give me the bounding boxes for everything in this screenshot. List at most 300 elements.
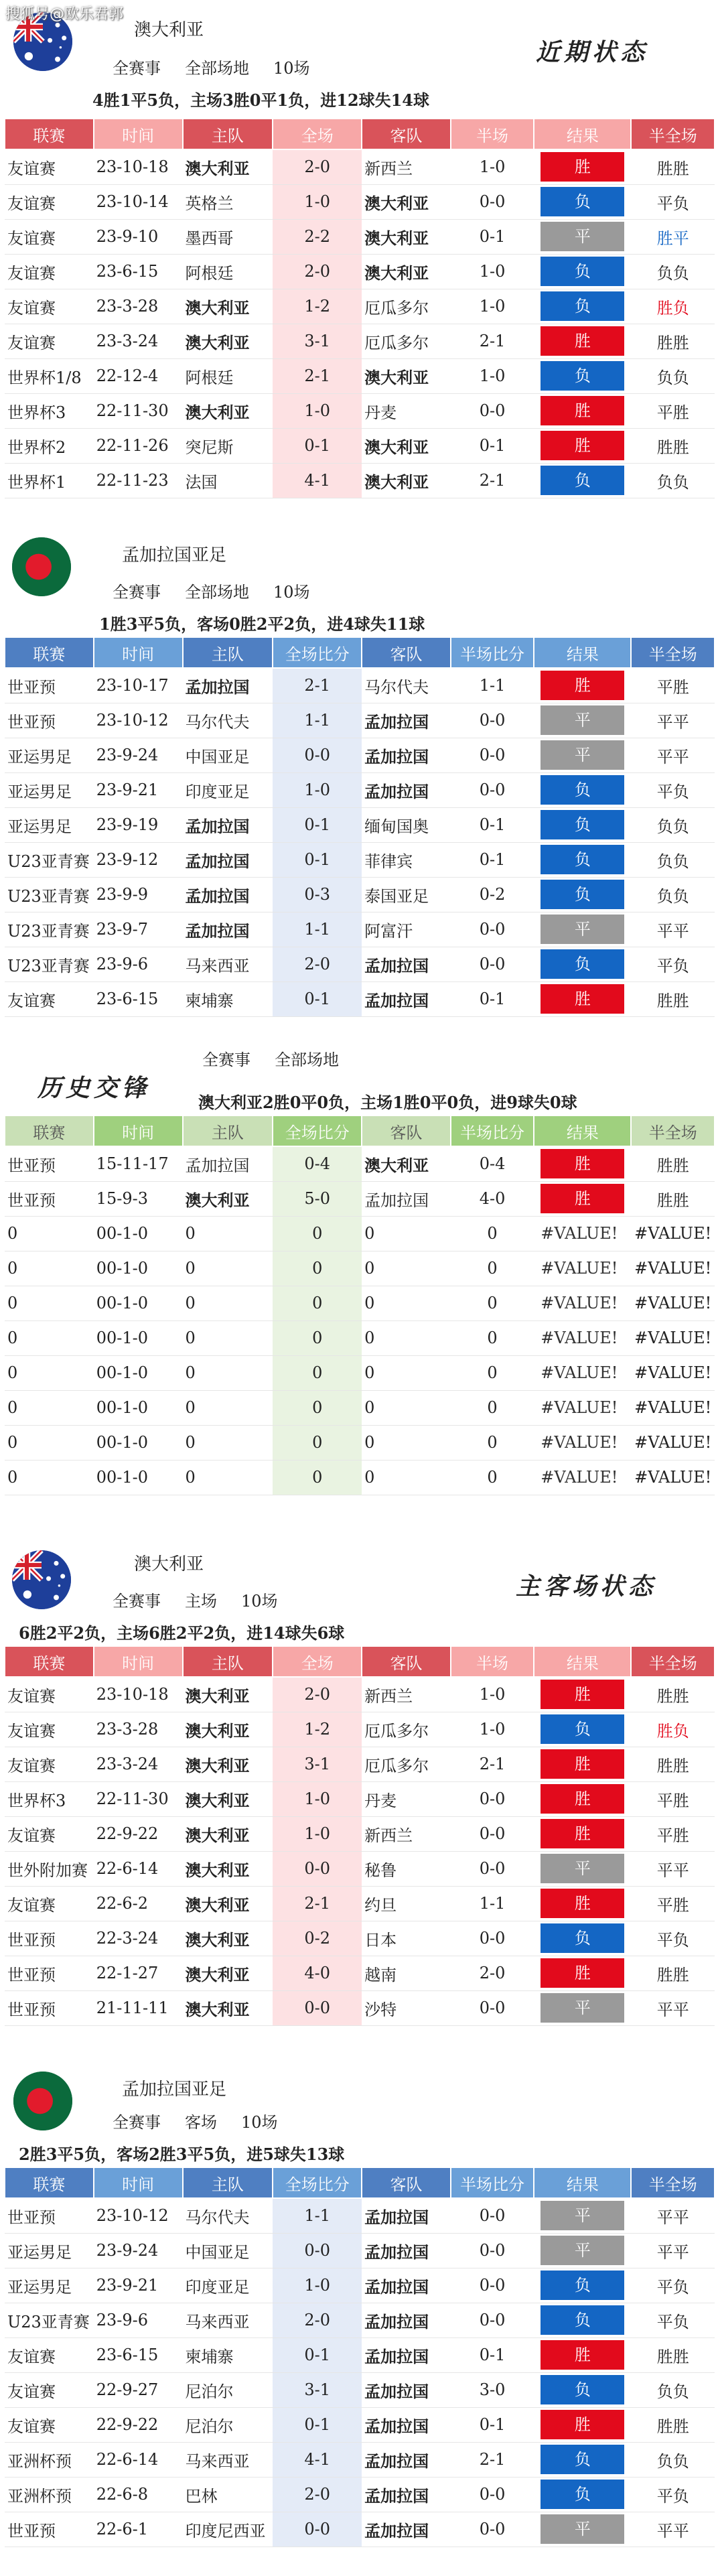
score-cell: 2-2 (273, 219, 362, 254)
half-score-cell: 0-0 (451, 1921, 534, 1956)
column-header: 半场比分 (451, 1115, 534, 1146)
home-team-cell: 澳大利亚 (183, 1816, 273, 1851)
away-team-cell: 0 (362, 1286, 451, 1320)
away-team-cell: 0 (362, 1460, 451, 1495)
column-header: 结果 (534, 1115, 631, 1146)
date-cell: 23-10-18 (94, 149, 183, 184)
league-cell: 亚洲杯预 (5, 2442, 94, 2477)
bangladesh-flag-icon (13, 2072, 72, 2130)
score-cell: 2-1 (273, 1886, 362, 1921)
column-header: 联赛 (5, 1115, 94, 1146)
result-badge: #VALUE! (541, 1259, 618, 1278)
result-badge: 胜 (541, 671, 624, 700)
home-team-cell: 0 (183, 1286, 273, 1320)
table-header-row (5, 119, 715, 149)
home-team-cell: 0 (183, 1425, 273, 1460)
australia-flag-icon (12, 1550, 71, 1609)
home-team-cell: 澳大利亚 (183, 1712, 273, 1747)
league-cell: 亚洲杯预 (5, 2477, 94, 2512)
half-score-cell: 0-0 (451, 1816, 534, 1851)
home-team-cell: 0 (183, 1251, 273, 1286)
score-cell: 0-0 (273, 2233, 362, 2268)
table-row (5, 912, 715, 947)
league-cell: 友谊赛 (5, 254, 94, 289)
league-cell: 世亚预 (5, 2198, 94, 2233)
date-cell: 23-6-15 (94, 2337, 183, 2372)
date-cell: 23-3-28 (94, 1712, 183, 1747)
result-cell (534, 2372, 631, 2407)
date-cell: 23-9-19 (94, 807, 183, 842)
half-full-cell: 胜胜 (631, 1747, 715, 1781)
half-score-cell: 0-0 (451, 1851, 534, 1886)
league-cell: 0 (5, 1460, 94, 1495)
table-row (5, 1781, 715, 1816)
result-cell (534, 1816, 631, 1851)
column-header: 主队 (183, 119, 273, 149)
home-team-cell: 印度尼西亚 (183, 2512, 273, 2547)
score-cell: 0 (273, 1425, 362, 1460)
home-team-cell: 孟加拉国 (183, 877, 273, 912)
half-score-cell: 1-1 (451, 1886, 534, 1921)
league-cell: 友谊赛 (5, 149, 94, 184)
half-score-cell: 0-2 (451, 877, 534, 912)
half-full-cell: #VALUE! (631, 1286, 715, 1320)
score-cell: 2-0 (273, 2477, 362, 2512)
record-summary: 2胜3平5负，客场2胜3平5负，进5球失13球 (19, 2145, 345, 2164)
result-cell (534, 2442, 631, 2477)
half-full-cell: #VALUE! (631, 1390, 715, 1425)
result-badge: 平 (541, 1854, 624, 1883)
column-header: 全场比分 (273, 2167, 362, 2198)
half-full-cell: 负负 (631, 358, 715, 393)
away-team-cell: 澳大利亚 (362, 254, 451, 289)
result-cell (534, 981, 631, 1016)
half-full-cell: 负负 (631, 2442, 715, 2477)
column-header: 主队 (183, 2167, 273, 2198)
home-team-cell: 0 (183, 1390, 273, 1425)
half-score-cell: 0-0 (451, 1990, 534, 2025)
away-team-cell: 孟加拉国 (362, 2372, 451, 2407)
table-row (5, 1712, 715, 1747)
date-cell: 23-6-15 (94, 254, 183, 289)
half-score-cell: 0-0 (451, 1781, 534, 1816)
date-cell: 23-3-24 (94, 324, 183, 358)
result-badge: 平 (541, 222, 624, 251)
result-cell (534, 393, 631, 428)
result-badge: 负 (541, 775, 624, 805)
result-cell (534, 2268, 631, 2303)
result-badge: 负 (541, 2270, 624, 2300)
result-badge: #VALUE! (541, 1433, 618, 1452)
league-cell: 友谊赛 (5, 1886, 94, 1921)
league-cell: 世亚预 (5, 703, 94, 738)
score-cell: 0 (273, 1216, 362, 1251)
table-row (5, 428, 715, 463)
away-team-cell: 约旦 (362, 1886, 451, 1921)
column-header: 主队 (183, 1115, 273, 1146)
score-cell: 0-1 (273, 981, 362, 1016)
column-header: 客队 (362, 1115, 451, 1146)
date-cell: 21-11-11 (94, 1990, 183, 2025)
column-header: 客队 (362, 637, 451, 668)
score-cell: 1-2 (273, 1712, 362, 1747)
home-team-cell: 澳大利亚 (183, 289, 273, 324)
table-row (5, 254, 715, 289)
table-row (5, 1747, 715, 1781)
column-header: 结果 (534, 119, 631, 149)
half-score-cell: 0 (451, 1286, 534, 1320)
half-full-cell: 负负 (631, 2372, 715, 2407)
result-cell (534, 1956, 631, 1990)
away-team-cell: 澳大利亚 (362, 463, 451, 498)
date-cell: 00-1-0 (94, 1286, 183, 1320)
column-header: 半场比分 (451, 637, 534, 668)
half-full-cell: 胜胜 (631, 1181, 715, 1216)
home-team-cell: 尼泊尔 (183, 2372, 273, 2407)
half-score-cell: 0-1 (451, 219, 534, 254)
result-cell (534, 2407, 631, 2442)
result-cell (534, 1990, 631, 2025)
away-team-cell: 缅甸国奥 (362, 807, 451, 842)
half-full-cell: 平负 (631, 1921, 715, 1956)
half-score-cell: 0-1 (451, 807, 534, 842)
result-badge: 平 (541, 2201, 624, 2230)
half-full-cell: 胜胜 (631, 2407, 715, 2442)
date-cell: 23-6-15 (94, 981, 183, 1016)
away-team-cell: 澳大利亚 (362, 428, 451, 463)
date-cell: 22-11-23 (94, 463, 183, 498)
result-cell (534, 1781, 631, 1816)
away-team-cell: 新西兰 (362, 149, 451, 184)
result-badge: 负 (541, 880, 624, 909)
half-full-cell: 胜胜 (631, 1146, 715, 1181)
away-team-cell: 孟加拉国 (362, 2477, 451, 2512)
column-header: 联赛 (5, 637, 94, 668)
filter-count: 10场 (241, 2113, 278, 2132)
table-row (5, 1990, 715, 2025)
table-header-row (5, 1115, 715, 1146)
result-cell (534, 1216, 631, 1251)
half-score-cell: 0-0 (451, 2477, 534, 2512)
half-full-cell: 平胜 (631, 668, 715, 703)
result-badge: 平 (541, 914, 624, 944)
league-cell: 0 (5, 1425, 94, 1460)
table-row (5, 947, 715, 981)
column-header: 时间 (94, 2167, 183, 2198)
away-team-cell: 0 (362, 1320, 451, 1355)
league-cell: 友谊赛 (5, 1677, 94, 1712)
league-cell: 世界杯2 (5, 428, 94, 463)
half-score-cell: 1-0 (451, 289, 534, 324)
half-score-cell: 0-0 (451, 2512, 534, 2547)
result-cell (534, 219, 631, 254)
score-cell: 2-0 (273, 2303, 362, 2337)
record-summary: 1胜3平5负，客场0胜2平2负，进4球失11球 (99, 614, 425, 634)
away-team-cell: 孟加拉国 (362, 2512, 451, 2547)
away-team-cell: 越南 (362, 1956, 451, 1990)
half-score-cell: 0-1 (451, 2407, 534, 2442)
table-row (5, 1886, 715, 1921)
score-cell: 2-1 (273, 668, 362, 703)
table-row (5, 772, 715, 807)
away-team-cell: 孟加拉国 (362, 2303, 451, 2337)
away-team-cell: 厄瓜多尔 (362, 1712, 451, 1747)
date-cell: 23-9-6 (94, 2303, 183, 2337)
home-team-cell: 柬埔寨 (183, 981, 273, 1016)
half-score-cell: 0-0 (451, 2233, 534, 2268)
home-team-cell: 墨西哥 (183, 219, 273, 254)
home-team-cell: 孟加拉国 (183, 842, 273, 877)
result-cell (534, 1181, 631, 1216)
half-score-cell: 0-1 (451, 842, 534, 877)
league-cell: 0 (5, 1320, 94, 1355)
column-header: 结果 (534, 637, 631, 668)
result-badge: 负 (541, 2445, 624, 2474)
table-row (5, 2233, 715, 2268)
half-score-cell: 0-0 (451, 2303, 534, 2337)
table-row (5, 1320, 715, 1355)
score-cell: 0-0 (273, 2512, 362, 2547)
half-score-cell: 1-0 (451, 1677, 534, 1712)
score-cell: 0-4 (273, 1146, 362, 1181)
table-row (5, 463, 715, 498)
result-cell (534, 1390, 631, 1425)
half-full-cell: 平平 (631, 2512, 715, 2547)
result-cell (534, 254, 631, 289)
column-header: 联赛 (5, 119, 94, 149)
result-badge: 负 (541, 257, 624, 286)
table-row (5, 668, 715, 703)
column-header: 时间 (94, 637, 183, 668)
result-cell (534, 149, 631, 184)
column-header: 半全场 (631, 119, 715, 149)
away-team-cell: 厄瓜多尔 (362, 1747, 451, 1781)
column-header: 客队 (362, 2167, 451, 2198)
league-cell: U23亚青赛 (5, 947, 94, 981)
result-cell (534, 358, 631, 393)
league-cell: 友谊赛 (5, 1747, 94, 1781)
home-team-cell: 澳大利亚 (183, 1921, 273, 1956)
away-team-cell: 孟加拉国 (362, 772, 451, 807)
result-badge: #VALUE! (541, 1294, 618, 1312)
result-badge: #VALUE! (541, 1468, 618, 1487)
home-team-cell: 澳大利亚 (183, 1781, 273, 1816)
column-header: 半全场 (631, 1646, 715, 1677)
home-team-cell: 澳大利亚 (183, 1677, 273, 1712)
score-cell: 0-1 (273, 428, 362, 463)
column-header: 联赛 (5, 1646, 94, 1677)
half-score-cell: 1-0 (451, 254, 534, 289)
team-name: 孟加拉国亚足 (122, 545, 227, 565)
date-cell: 23-9-10 (94, 219, 183, 254)
match-table (4, 2167, 715, 2547)
match-table (4, 1115, 715, 1495)
score-cell: 0-0 (273, 1851, 362, 1886)
half-full-cell: 平平 (631, 703, 715, 738)
result-badge: 负 (541, 949, 624, 979)
half-full-cell: 胜平 (631, 219, 715, 254)
result-cell (534, 1355, 631, 1390)
filter-venue: 全部场地 (185, 583, 249, 602)
result-badge: 胜 (541, 152, 624, 182)
score-cell: 0-1 (273, 2337, 362, 2372)
result-badge: 胜 (541, 1749, 624, 1779)
league-cell: 友谊赛 (5, 1816, 94, 1851)
home-team-cell: 孟加拉国 (183, 1146, 273, 1181)
home-team-cell: 法国 (183, 463, 273, 498)
result-cell (534, 1251, 631, 1286)
result-cell (534, 1886, 631, 1921)
result-cell (534, 807, 631, 842)
league-cell: 世界杯1/8 (5, 358, 94, 393)
column-header: 客队 (362, 119, 451, 149)
home-team-cell: 孟加拉国 (183, 912, 273, 947)
column-header: 半场 (451, 119, 534, 149)
score-cell: 2-0 (273, 254, 362, 289)
league-cell: 世亚预 (5, 1181, 94, 1216)
result-badge: 负 (541, 187, 624, 216)
date-cell: 23-9-9 (94, 877, 183, 912)
result-badge: 胜 (541, 1680, 624, 1709)
home-team-cell: 中国亚足 (183, 738, 273, 772)
score-cell: 1-0 (273, 1781, 362, 1816)
record-summary: 澳大利亚2胜0平0负，主场1胜0平0负，进9球失0球 (198, 1093, 577, 1112)
away-team-cell: 0 (362, 1390, 451, 1425)
half-score-cell: 0-1 (451, 981, 534, 1016)
home-team-cell: 突尼斯 (183, 428, 273, 463)
table-row (5, 1956, 715, 1990)
home-team-cell: 0 (183, 1460, 273, 1495)
column-header: 半场比分 (451, 2167, 534, 2198)
record-summary: 4胜1平5负，主场3胜0平1负，进12球失14球 (92, 90, 429, 110)
result-badge: 平 (541, 2514, 624, 2544)
column-header: 全场 (273, 119, 362, 149)
column-header: 全场比分 (273, 1115, 362, 1146)
result-cell (534, 1851, 631, 1886)
date-cell: 00-1-0 (94, 1251, 183, 1286)
section-title: 主客场状态 (516, 1572, 657, 1601)
result-badge: 负 (541, 810, 624, 839)
league-cell: 0 (5, 1286, 94, 1320)
away-team-cell: 孟加拉国 (362, 2233, 451, 2268)
result-badge: 胜 (541, 1149, 624, 1178)
league-cell: U23亚青赛 (5, 877, 94, 912)
result-badge: 负 (541, 291, 624, 321)
filter-venue: 全部场地 (275, 1050, 339, 1069)
score-cell: 0 (273, 1355, 362, 1390)
filter-competition: 全赛事 (202, 1050, 250, 1069)
date-cell: 23-9-21 (94, 772, 183, 807)
away-team-cell: 孟加拉国 (362, 703, 451, 738)
result-badge: 负 (541, 845, 624, 874)
home-team-cell: 孟加拉国 (183, 807, 273, 842)
result-badge: 胜 (541, 1184, 624, 1213)
score-cell: 3-1 (273, 324, 362, 358)
away-team-cell: 澳大利亚 (362, 184, 451, 219)
home-team-cell: 澳大利亚 (183, 1851, 273, 1886)
team-name: 澳大利亚 (134, 20, 204, 40)
home-team-cell: 马来西亚 (183, 2303, 273, 2337)
result-badge: 平 (541, 705, 624, 735)
filters (113, 2109, 278, 2132)
table-row (5, 1355, 715, 1390)
score-cell: 2-0 (273, 1677, 362, 1712)
half-full-cell: 平平 (631, 912, 715, 947)
score-cell: 1-0 (273, 184, 362, 219)
score-cell: 0 (273, 1460, 362, 1495)
half-full-cell: 胜负 (631, 1712, 715, 1747)
date-cell: 22-6-1 (94, 2512, 183, 2547)
table-row (5, 1390, 715, 1425)
score-cell: 0 (273, 1390, 362, 1425)
half-full-cell: #VALUE! (631, 1355, 715, 1390)
away-team-cell: 马尔代夫 (362, 668, 451, 703)
half-full-cell: 平负 (631, 947, 715, 981)
result-cell (534, 2337, 631, 2372)
half-score-cell: 0-1 (451, 2337, 534, 2372)
result-badge: #VALUE! (541, 1398, 618, 1417)
half-score-cell: 0 (451, 1216, 534, 1251)
half-full-cell: 平胜 (631, 1781, 715, 1816)
away-team-cell: 0 (362, 1251, 451, 1286)
result-badge: 负 (541, 361, 624, 391)
score-cell: 0 (273, 1320, 362, 1355)
score-cell: 0 (273, 1286, 362, 1320)
result-badge: 负 (541, 466, 624, 495)
result-cell (534, 289, 631, 324)
league-cell: 世亚预 (5, 1146, 94, 1181)
date-cell: 00-1-0 (94, 1216, 183, 1251)
date-cell: 22-9-27 (94, 2372, 183, 2407)
table-row (5, 1425, 715, 1460)
home-team-cell: 澳大利亚 (183, 324, 273, 358)
half-score-cell: 0-0 (451, 738, 534, 772)
score-cell: 0-3 (273, 877, 362, 912)
half-score-cell: 2-1 (451, 463, 534, 498)
result-badge: #VALUE! (541, 1224, 618, 1243)
league-cell: 亚运男足 (5, 772, 94, 807)
half-score-cell: 1-0 (451, 358, 534, 393)
column-header: 结果 (534, 2167, 631, 2198)
filter-venue: 全部场地 (185, 59, 249, 78)
column-header: 结果 (534, 1646, 631, 1677)
filter-competition: 全赛事 (113, 2113, 161, 2132)
half-score-cell: 1-0 (451, 1712, 534, 1747)
league-cell: U23亚青赛 (5, 912, 94, 947)
result-cell (534, 1921, 631, 1956)
half-full-cell: #VALUE! (631, 1216, 715, 1251)
half-score-cell: 0-0 (451, 2268, 534, 2303)
score-cell: 0 (273, 1251, 362, 1286)
half-full-cell: 平平 (631, 1851, 715, 1886)
result-cell (534, 1712, 631, 1747)
half-full-cell: #VALUE! (631, 1320, 715, 1355)
home-team-cell: 尼泊尔 (183, 2407, 273, 2442)
away-team-cell: 秘鲁 (362, 1851, 451, 1886)
table-row (5, 2442, 715, 2477)
home-team-cell: 阿根廷 (183, 358, 273, 393)
result-badge: #VALUE! (541, 1329, 618, 1347)
home-team-cell: 马尔代夫 (183, 703, 273, 738)
date-cell: 23-10-17 (94, 668, 183, 703)
half-full-cell: 胜胜 (631, 1677, 715, 1712)
result-cell (534, 1320, 631, 1355)
date-cell: 23-10-18 (94, 1677, 183, 1712)
half-score-cell: 2-1 (451, 1747, 534, 1781)
column-header: 主队 (183, 1646, 273, 1677)
date-cell: 22-9-22 (94, 2407, 183, 2442)
home-team-cell: 澳大利亚 (183, 1181, 273, 1216)
